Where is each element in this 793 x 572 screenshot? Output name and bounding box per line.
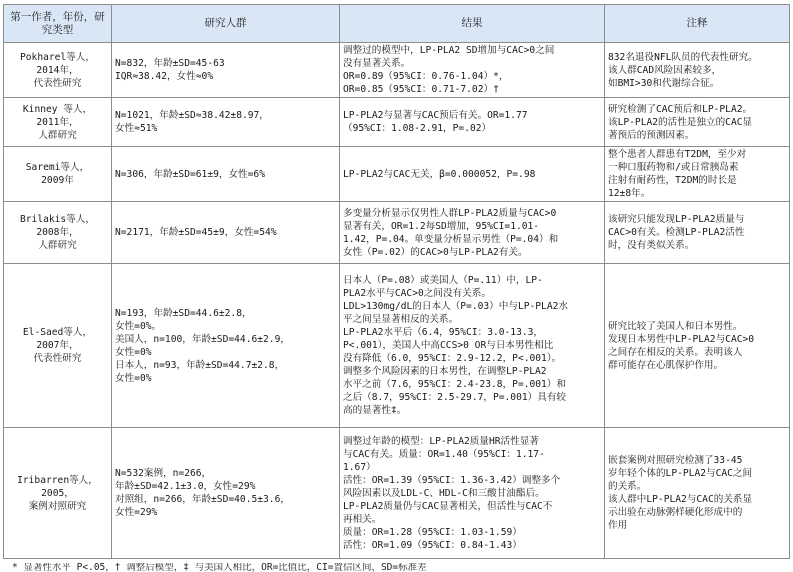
cell-line: 对照组，n=266，年龄±SD=40.5±3.6， (115, 494, 290, 505)
table-row (4, 98, 790, 147)
cell-line: N=306，年龄±SD=61±9，女性=6% (115, 168, 265, 180)
study-cell (4, 43, 112, 98)
cell-line: 注射有耐药性，T2DM的时长是 (608, 175, 737, 186)
cell-line: 时，没有类似关系。 (608, 240, 695, 251)
cell-line: OR=0.89（95%CI：0.76-1.04）*， (343, 71, 509, 82)
cell-line: 多变量分析显示仅男性人群LP-PLA2质量与CAC>0 (343, 207, 557, 219)
cell-line: Kinney 等人， (22, 103, 93, 115)
table-row (4, 147, 790, 202)
cell-line: 活性：OR=1.39（95%CI：1.36-3.42）调整多个 (343, 474, 561, 486)
cell-line: LP-PLA2与显著与CAC预后有关。OR=1.77 (343, 110, 528, 121)
cell-line: 整个患者人群患有T2DM，至少对 (608, 149, 747, 160)
cell-line: 代表性研究 (33, 353, 82, 364)
notes-cell (605, 98, 790, 147)
header-study: 第一作者，年份，研究类型 (4, 5, 112, 43)
cell-line: PLA2水平与CAC>0之间没有关系。 (343, 288, 491, 299)
cell-line: 案例对照研究 (28, 500, 87, 512)
cell-line: 没有显著关系。 (343, 58, 411, 69)
cell-line: 水平之前（7.6，95%CI：2.4-23.8，P=.001）和 (343, 379, 567, 390)
cell-line: IQR≈38.42，女性≈0% (115, 71, 214, 82)
cell-line: 之后（8.7，95%CI：2.5-29.7，P=.001）具有较 (343, 392, 567, 403)
cell-line: 质量：OR=1.28（95%CI：1.03-1.59） (343, 526, 522, 538)
header-population: 研究人群 (112, 5, 340, 43)
cell-line: LP-PLA2质量仍与CAC显著相关，但活性与CAC不 (343, 500, 553, 512)
cell-line: 代表性研究 (33, 77, 82, 89)
cell-line: 高的显著性‡。 (343, 405, 407, 416)
cell-line: Brilakis等人， (20, 214, 95, 225)
cell-line: 该LP-PLA2的活性是独立的CAC显 (608, 116, 753, 128)
study-cell (4, 147, 112, 202)
notes-cell (605, 202, 790, 264)
study-cell (4, 202, 112, 264)
cell-line: LP-PLA2与CAC无关，β=0.000052，P=.98 (343, 168, 536, 180)
cell-line: 2014年， (36, 64, 79, 76)
cell-line: 研究比较了美国人和日本男性。 (608, 320, 743, 332)
cell-line: 活性：OR=1.09（95%CI：0.84-1.43） (343, 539, 522, 551)
cell-line: 作用 (608, 520, 628, 531)
cell-line: 嵌套案例对照研究检测了33-45 (608, 455, 743, 466)
cell-line: 平之间呈显著相反的关系。 (343, 314, 459, 325)
cell-line: 2009年 (41, 175, 74, 186)
cell-line: 2005， (41, 487, 74, 499)
cell-line: 人群研究 (38, 129, 77, 141)
cell-line: 年龄±SD=42.1±3.0，女性=29% (115, 481, 256, 492)
cell-line: 著预后的预测因素。 (608, 129, 695, 141)
results-cell (340, 98, 605, 147)
cell-line: 12±8年。 (608, 188, 651, 199)
population-cell (112, 43, 340, 98)
cell-line: 与CAC有关。质量：OR=1.40（95%CI：1.17- (343, 448, 545, 460)
table-row (4, 43, 790, 98)
header-results: 结果 (340, 5, 605, 43)
cell-line: P<.001），美国人中高CCS>0 OR与日本男性相比 (343, 340, 554, 351)
cell-line: 日本人（P=.08）或美国人（P=.11）中，LP- (343, 275, 543, 286)
cell-line: 再相关。 (343, 513, 382, 525)
cell-line: 没有降低（6.0，95%CI：2.9-12.2，P<.001）。 (343, 353, 562, 364)
results-cell (340, 43, 605, 98)
cell-line: 的关系。 (608, 481, 647, 492)
footnote: * 显著性水平 P<.05，† 调整后模型，‡ 与美国人相比，OR=比值比，CI=置信区间，SD=标准差 (12, 563, 427, 572)
cell-line: OR=0.85（95%CI：0.71-7.02）† (343, 84, 499, 95)
cell-line: 女性=0%。 (115, 320, 162, 332)
cell-line: 2007年， (36, 340, 79, 351)
cell-line: 调整过的模型中，LP-PLA2 SD增加与CAC>0之间 (343, 45, 555, 56)
notes-cell (605, 264, 790, 428)
cell-line: 该人群中LP-PLA2与CAC的关系显 (608, 494, 753, 505)
notes-cell (605, 43, 790, 98)
results-cell (340, 147, 605, 202)
cell-line: （95%CI：1.08-2.91，P=.02） (343, 123, 492, 134)
population-cell (112, 264, 340, 428)
cell-line: 女性=29% (115, 507, 158, 518)
population-cell (112, 98, 340, 147)
studies-table (3, 4, 790, 559)
population-cell (112, 202, 340, 264)
cell-line: 该研究只能发现LP-PLA2质量与 (608, 214, 745, 225)
study-cell (4, 98, 112, 147)
population-cell (112, 428, 340, 559)
cell-line: N=193，年龄±SD=44.6±2.8， (115, 307, 252, 319)
cell-line: N=1021，年龄±SD≈38.42±8.97， (115, 110, 269, 121)
study-cell (4, 264, 112, 428)
cell-line: 日本人，n=93，年龄±SD=44.7±2.8， (115, 359, 285, 371)
table-row (4, 428, 790, 559)
cell-line: 调整过年龄的模型：LP-PLA2质量HR活性显著 (343, 435, 539, 447)
cell-line: 2011年， (36, 116, 79, 128)
table-row (4, 202, 790, 264)
cell-line: 之间存在相反的关系。表明该人 (608, 346, 743, 358)
cell-line: 发现日本男性中LP-PLA2与CAC>0 (608, 333, 755, 345)
cell-line: 女性≈51% (115, 123, 158, 134)
cell-line: 1.67） (343, 461, 376, 473)
cell-line: LP-PLA2水平后（6.4，95%CI：3.0-13.3， (343, 327, 544, 338)
cell-line: 示出验在动脉粥样硬化形成中的 (608, 507, 743, 518)
cell-line: 研究检测了CAC预后和LP-PLA2。 (608, 103, 753, 115)
cell-line: 女性=0% (115, 346, 152, 358)
cell-line: 如BMI>30和代谢综合征。 (608, 77, 720, 89)
cell-line: 832名退役NFL队员的代表性研究。 (608, 51, 758, 63)
cell-line: 女性=0% (115, 372, 152, 384)
cell-line: 风险因素以及LDL-C、HDL-C和三酸甘油酯后。 (343, 487, 545, 499)
cell-line: 女性（P=.02）的CAC>0与LP-PLA2有关。 (343, 246, 528, 258)
results-cell (340, 428, 605, 559)
cell-line: 美国人，n=100，年龄±SD=44.6±2.9， (115, 333, 290, 345)
cell-line: 人群研究 (38, 240, 77, 251)
study-cell (4, 428, 112, 559)
cell-line: N=832，年龄±SD=45-63 (115, 58, 225, 69)
header-row (4, 5, 790, 43)
cell-line: LDL>130mg/dL的日本人（P=.03）中与LP-PLA2水 (343, 301, 568, 312)
cell-line: 显著有关，OR=1.2每SD增加，95%CI=1.01- (343, 220, 540, 232)
cell-line: Pokharel等人， (20, 51, 95, 63)
cell-line: Saremi等人， (25, 162, 90, 173)
cell-line: 1.42，P=.04。单变量分析显示男性（P=.04）和 (343, 233, 559, 245)
cell-line: CAC>0有关。检测LP-PLA2活性 (608, 227, 745, 238)
cell-line: El-Saed等人， (22, 327, 93, 338)
cell-line: 岁年轻个体的LP-PLA2与CAC之间 (608, 468, 753, 479)
table-row (4, 264, 790, 428)
cell-line: 群可能存在心肌保护作用。 (608, 359, 724, 371)
header-notes: 注释 (605, 5, 790, 43)
cell-line: 该人群CAD风险因素较多， (608, 64, 722, 76)
cell-line: 调整多个风险因素的日本男性，在调整LP-PLA2 (343, 366, 547, 377)
cell-line: N=532案例，n=266， (115, 468, 212, 479)
notes-cell (605, 428, 790, 559)
results-cell (340, 264, 605, 428)
population-cell (112, 147, 340, 202)
results-cell (340, 202, 605, 264)
cell-line: Iribarren等人， (17, 474, 98, 486)
cell-line: 2008年， (36, 227, 79, 238)
cell-line: 一种口服药物和/或日常胰岛素 (608, 162, 739, 173)
notes-cell (605, 147, 790, 202)
cell-line: N=2171，年龄±SD=45±9，女性=54% (115, 227, 277, 238)
